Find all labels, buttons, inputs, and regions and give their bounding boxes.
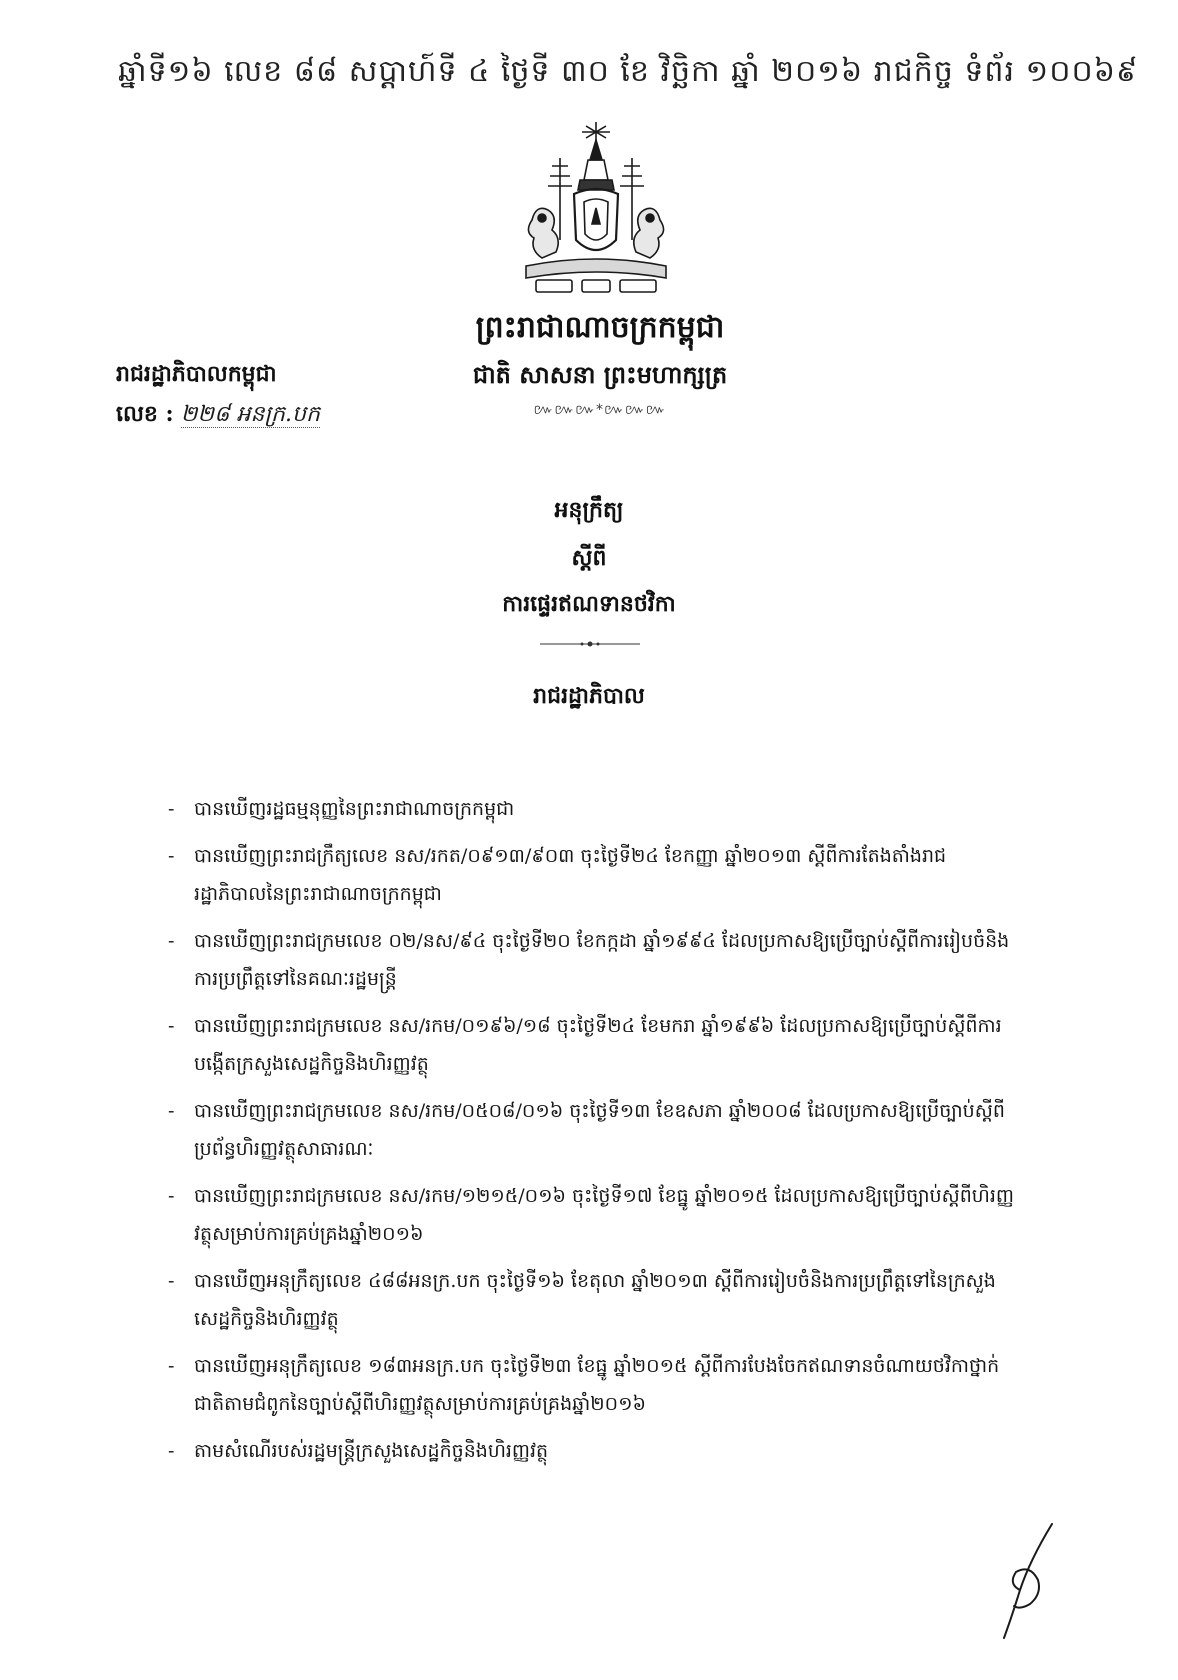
reference-line <box>116 400 320 432</box>
preamble-item <box>168 922 1018 998</box>
national-motto: ជាតិ សាសនា ព្រះមហាក្សត្រ <box>472 360 728 389</box>
preamble-text: បានឃើញរដ្ឋធម្មនុញ្ញនៃព្រះរាជាណាចក្រកម្ពុជា <box>194 798 515 820</box>
preamble-text: បានឃើញព្រះរាជក្រមលេខ នស/រកម/០១៩៦/១៨ ចុះថ្ងៃទី២៤ ខែមករា ឆ្នាំ១៩៩៦ ដែលប្រកាសឱ្យប្រើច្បាប់ស្តីពីការបង្កើតក្រសួងសេដ្ឋកិច្ចនិងហិរញ្ញវត្ថុ <box>194 1015 1002 1075</box>
preamble-text: បានឃើញព្រះរាជក្រមលេខ ០២/នស/៩៤ ចុះថ្ងៃទី២០ ខែកក្កដា ឆ្នាំ១៩៩៤ ដែលប្រកាសឱ្យប្រើច្បាប់ស្តីពីការរៀបចំនិងការប្រព្រឹត្តទៅនៃគណៈរដ្ឋមន្ត្រី <box>194 930 1010 990</box>
kingdom-title: ព្រះរាជាណាចក្រកម្ពុជា <box>475 310 725 345</box>
bullet-dash: - <box>168 798 175 820</box>
bullet-dash: - <box>168 1015 175 1037</box>
preamble-text: បានឃើញអនុក្រឹត្យលេខ ៤៨៨អនក្រ.បក ចុះថ្ងៃទី១៦ ខែតុលា ឆ្នាំ២០១៣ ស្តីពីការរៀបចំនិងការប្រព្រឹត្តទៅនៃក្រសួងសេដ្ឋកិច្ចនិងហិរញ្ញវត្ថុ <box>194 1270 996 1330</box>
reference-label: លេខ : <box>116 401 174 427</box>
preamble-item <box>168 1262 1018 1338</box>
preamble-item <box>168 1092 1018 1168</box>
gazette-header: ឆ្នាំទី១៦ លេខ ៨៨ សប្តាហ៍ទី ៤ ថ្ងៃទី ៣០ ខែ វិច្ឆិកា ឆ្នាំ ២០១៦ រាជកិច្ច ទំព័រ ១០០៦៩ <box>118 54 1139 89</box>
bullet-dash: - <box>168 845 175 867</box>
preamble-item <box>168 1007 1018 1083</box>
issuing-authority: រាជរដ្ឋាភិបាល <box>533 683 645 709</box>
preamble-text: បានឃើញព្រះរាជក្រមលេខ នស/រកម/១២១៥/០១៦ ចុះថ្ងៃទី១៧ ខែធ្នូ ឆ្នាំ២០១៥ ដែលប្រកាសឱ្យប្រើច្បាប់ស្តីពីហិរញ្ញវត្ថុសម្រាប់ការគ្រប់គ្រងឆ្នាំ២០១៦ <box>194 1185 1014 1245</box>
bullet-dash: - <box>168 930 175 952</box>
reference-number: ២២៨ អនក្រ.បក <box>180 402 320 427</box>
preamble-text: បានឃើញអនុក្រឹត្យលេខ ១៨៣អនក្រ.បក ចុះថ្ងៃទី២៣ ខែធ្នូ ឆ្នាំ២០១៥ ស្តីពីការបែងចែកឥណទានចំណាយថវិកាថ្នាក់ជាតិតាមជំពូកនៃច្បាប់ស្តីពីហិរញ្ញវត្ថុសម្រាប់ការគ្រប់គ្រងឆ្នាំ២០១៦ <box>194 1355 1000 1415</box>
motto-ornament: ៚៚៚*៚៚៚ <box>533 402 667 418</box>
preamble-text: បានឃើញព្រះរាជក្រឹត្យលេខ នស/រកត/០៩១៣/៩០៣ ចុះថ្ងៃទី២៤ ខែកញ្ញា ឆ្នាំ២០១៣ ស្តីពីការតែងតាំងរាជរដ្ឋាភិបាលនៃព្រះរាជាណាចក្រកម្ពុជា <box>194 845 947 905</box>
royal-coat-of-arms-icon <box>512 120 680 302</box>
document-about: ស្តីពី <box>571 545 607 571</box>
government-name: រាជរដ្ឋាភិបាលកម្ពុជា <box>116 361 277 387</box>
preamble-list <box>168 790 1018 1479</box>
bullet-dash: - <box>168 1440 175 1462</box>
document-subject: ការផ្ទេរឥណទានថវិកា <box>502 591 676 617</box>
preamble-item <box>168 790 1018 828</box>
preamble-text: តាមសំណើរបស់រដ្ឋមន្ត្រីក្រសួងសេដ្ឋកិច្ចនិងហិរញ្ញវត្ថុ <box>194 1440 549 1462</box>
preamble-item <box>168 837 1018 913</box>
bullet-dash: - <box>168 1185 175 1207</box>
preamble-item <box>168 1177 1018 1253</box>
preamble-item <box>168 1432 1018 1470</box>
decorative-divider <box>540 640 640 648</box>
preamble-text: បានឃើញព្រះរាជក្រមលេខ នស/រកម/០៥០៨/០១៦ ចុះថ្ងៃទី១៣ ខែឧសភា ឆ្នាំ២០០៨ ដែលប្រកាសឱ្យប្រើច្បាប់ស្តីពីប្រព័ន្ធហិរញ្ញវត្ថុសាធារណៈ <box>194 1100 1005 1160</box>
bullet-dash: - <box>168 1100 175 1122</box>
handwritten-initial-icon <box>990 1520 1070 1640</box>
bullet-dash: - <box>168 1355 175 1377</box>
bullet-dash: - <box>168 1270 175 1292</box>
document-type: អនុក្រឹត្យ <box>554 497 624 523</box>
preamble-item <box>168 1347 1018 1423</box>
